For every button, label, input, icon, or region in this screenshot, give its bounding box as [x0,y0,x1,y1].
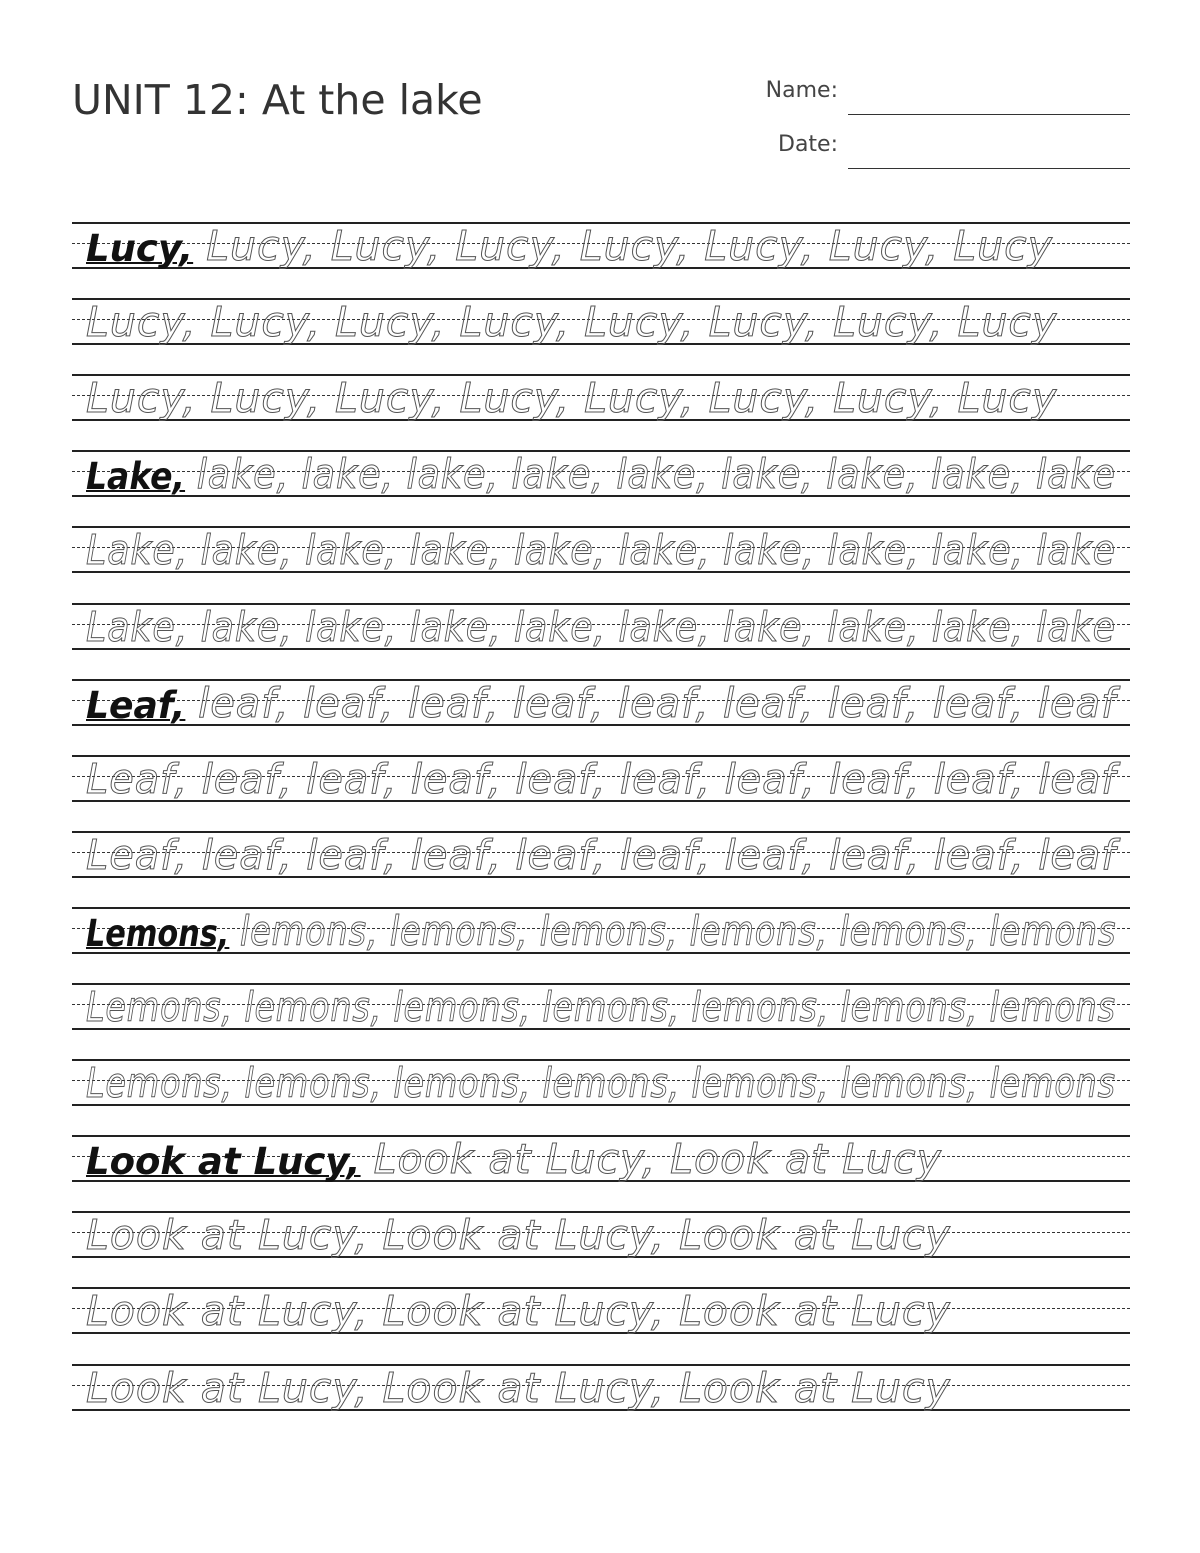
name-label: Name: [765,78,838,103]
practice-row [72,298,1130,345]
model-word: Lake, [86,455,186,499]
trace-text[interactable]: Lemons, lemons, lemons, lemons, lemons, lemons, lemons [86,1059,1116,1108]
practice-row [72,831,1130,878]
practice-row [72,526,1130,573]
trace-text[interactable]: Lucy, Lucy, Lucy, Lucy, Lucy, Lucy, Lucy, Lucy [86,374,1058,423]
practice-row [72,603,1130,650]
practice-row [72,983,1130,1030]
row-text [86,1364,951,1411]
practice-row [72,1211,1130,1258]
trace-text[interactable]: Lucy, Lucy, Lucy, Lucy, Lucy, Lucy, Lucy [206,222,1053,270]
row-text [86,755,1116,802]
row-text [86,983,1116,1030]
trace-text[interactable]: Look at Lucy, Look at Lucy, Look at Lucy [86,1363,951,1412]
row-text [86,603,1116,650]
trace-text[interactable]: Leaf, leaf, leaf, leaf, leaf, leaf, leaf, leaf, leaf, leaf [86,754,1117,803]
practice-row [72,1059,1130,1106]
practice-row [72,907,1130,954]
model-word: Leaf, [86,683,186,727]
trace-text[interactable]: Look at Lucy, Look at Lucy [373,1135,942,1184]
row-text [86,679,1116,726]
page-title: UNIT 12: At the lake [72,76,483,124]
model-word: Look at Lucy, [86,1140,361,1184]
trace-text[interactable]: Lake, lake, lake, lake, lake, lake, lake, lake, lake, lake [86,526,1116,575]
trace-text[interactable]: Lemons, lemons, lemons, lemons, lemons, lemons, lemons [86,983,1116,1031]
model-word: Lemons, [86,911,230,955]
row-text [86,1211,951,1258]
practice-row [72,679,1130,726]
row-text [86,298,1057,345]
date-write-line[interactable] [848,168,1130,169]
row-text [86,1287,951,1334]
row-text [86,1135,942,1182]
row-text [86,526,1116,573]
model-word: Lucy, [86,227,194,270]
trace-text[interactable]: Lake, lake, lake, lake, lake, lake, lake, lake, lake, lake [86,602,1116,651]
trace-text[interactable]: Leaf, leaf, leaf, leaf, leaf, leaf, leaf, leaf, leaf, leaf [86,830,1117,879]
date-label: Date: [778,132,838,157]
practice-row [72,1364,1130,1411]
practice-row [72,450,1130,497]
trace-text[interactable]: Lucy, Lucy, Lucy, Lucy, Lucy, Lucy, Lucy, Lucy [86,298,1058,347]
practice-row [72,755,1130,802]
row-text [86,450,1116,497]
row-text [86,222,1053,269]
practice-row [72,374,1130,421]
row-text [86,1059,1116,1106]
row-text [86,374,1057,421]
row-text [86,907,1116,954]
practice-row [72,1135,1130,1182]
trace-text[interactable]: lemons, lemons, lemons, lemons, lemons, lemons [240,906,1117,955]
practice-row [72,1287,1130,1334]
name-write-line[interactable] [848,114,1130,115]
name-field [700,78,1130,118]
practice-row [72,222,1130,269]
trace-text[interactable]: leaf, leaf, leaf, leaf, leaf, leaf, leaf, leaf, leaf [198,678,1117,727]
trace-text[interactable]: lake, lake, lake, lake, lake, lake, lake, lake, lake [196,450,1116,499]
trace-text[interactable]: Look at Lucy, Look at Lucy, Look at Lucy [86,1287,951,1336]
date-field [700,132,1130,172]
row-text [86,831,1116,878]
trace-text[interactable]: Look at Lucy, Look at Lucy, Look at Lucy [86,1211,951,1260]
